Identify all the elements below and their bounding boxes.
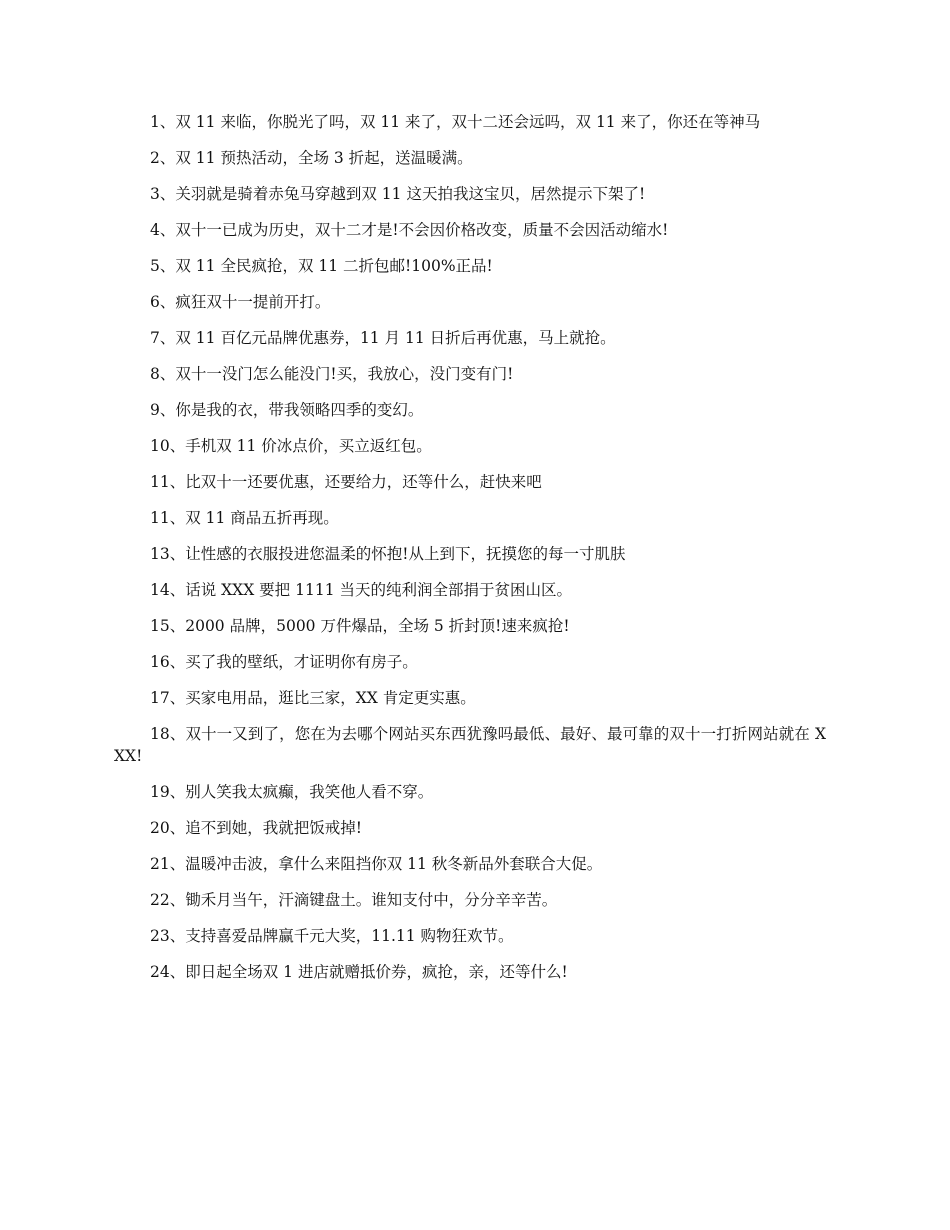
list-item: 20、追不到她，我就把饭戒掉! [150,818,362,837]
list-item: 3、关羽就是骑着赤兔马穿越到双 11 这天拍我这宝贝，居然提示下架了! [150,185,646,203]
list-item: 19、别人笑我太疯癫，我笑他人看不穿。 [150,782,434,801]
list-item: 7、双 11 百亿元品牌优惠券，11 月 11 日折后再优惠，马上就抢。 [150,329,616,347]
list-item: 15、2000 品牌，5000 万件爆品，全场 5 折封顶!速来疯抢! [150,617,570,635]
list-item: 18、双十一又到了，您在为去哪个网站买东西犹豫吗最低、最好、最可靠的双十一打折网站就在 XXX! [114,725,826,765]
list-item: 8、双十一没门怎么能没门!买，我放心，没门变有门! [150,365,514,383]
list-item: 6、疯狂双十一提前开打。 [150,293,331,311]
list-item: 11、双 11 商品五折再现。 [150,509,339,527]
list-item: 24、即日起全场双 1 进店就赠抵价券，疯抢，亲，还等什么! [150,962,568,981]
list-item: 4、双十一已成为历史，双十二才是!不会因价格改变，质量不会因活动缩水! [150,221,669,239]
list-item: 11、比双十一还要优惠，还要给力，还等什么，赶快来吧 [150,473,542,491]
list-item: 5、双 11 全民疯抢，双 11 二折包邮!100%正品! [150,257,493,275]
list-item: 13、让性感的衣服投进您温柔的怀抱!从上到下，抚摸您的每一寸肌肤 [150,545,626,563]
list-item: 2、双 11 预热活动，全场 3 折起，送温暖满。 [150,149,473,167]
list-item: 10、手机双 11 价冰点价，买立返红包。 [150,437,432,455]
list-item: 21、温暖冲击波，拿什么来阻挡你双 11 秋冬新品外套联合大促。 [150,854,603,873]
list-item: 17、买家电用品，逛比三家，XX 肯定更实惠。 [150,689,476,707]
list-item: 1、双 11 来临，你脱光了吗，双 11 来了，双十二还会远吗，双 11 来了，你还在等神马 [150,113,761,131]
list-item: 22、锄禾月当午，汗滴键盘土。谁知支付中，分分辛辛苦。 [150,890,558,909]
list-item: 14、话说 XXX 要把 1111 当天的纯利润全部捐于贫困山区。 [150,581,572,599]
document-body [114,112,826,998]
list-item: 9、你是我的衣，带我领略四季的变幻。 [150,401,424,419]
list-item: 16、买了我的壁纸，才证明你有房子。 [150,653,418,671]
list-item: 23、支持喜爱品牌赢千元大奖，11.11 购物狂欢节。 [150,926,514,945]
